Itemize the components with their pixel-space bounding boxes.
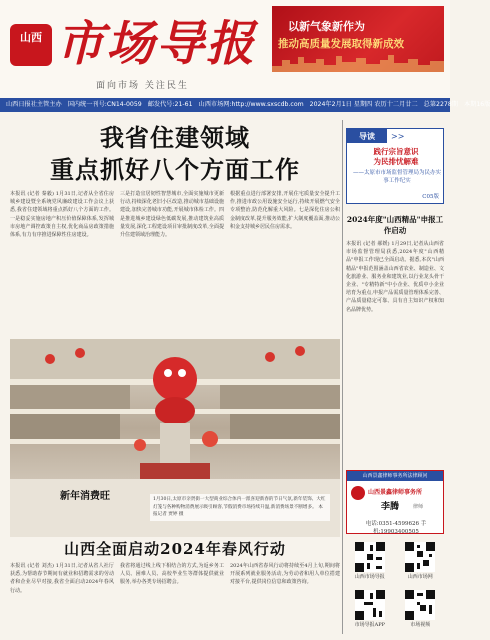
article-column-1: 本报讯 (记者 秦毅) 1月31日,记者从全省住房城乡建设暨全系统党风廉政建设工作会议上获悉,我省住建领域将重点抓好八个方面的工作。一是稳妥实施房地产积压价值保障体系,发挥城市房地产调控政策自主权,优化商品房政策措施体系,有力有序推进保障性住房建设。 [10,191,114,239]
double-chevron-icon: >> [391,132,405,141]
logo-seal: 山西 [10,24,52,66]
qr-label: 山西市场网 [407,574,433,580]
masthead [0,0,450,98]
law-firm-logo-icon [351,486,365,500]
issue-date: 2024年2月1日 星期四 农历十二月廿二 [309,101,418,108]
right-headline[interactable]: 2024年度"山西精品"申报工作启动 [346,215,444,235]
news-photo[interactable] [10,339,340,537]
photo-caption-title: 新年消费旺 [60,491,110,502]
skyline-icon [272,54,444,72]
qr-code-icon [405,590,435,620]
qr-item[interactable] [397,542,445,587]
ad-firm-name: 山西景鑫律师事务所 [368,489,423,496]
second-headline[interactable]: 山西全面启动2024年春风行动 [64,540,286,558]
lead-headline-line-1: 我省住建领域 [100,123,250,152]
website-link[interactable]: 山西市场网:http://www.sxscdb.com [198,101,304,108]
qr-code-icon [355,590,385,620]
qr-code-icon [405,542,435,572]
cn-number: 国内统一刊号:CN14-0059 [67,101,142,108]
guide-box[interactable] [346,128,444,204]
ad-phone: 电话:0351-4599626 手机:19903400505 [365,521,427,535]
guide-title-line-2: 为民排忧解难 [373,157,419,166]
issue-number: 总第2278期 [423,101,458,108]
photo-credit: 本报记者 贾婷 摄 [153,504,323,517]
slogan: 面向市场 关注民生 [96,81,189,91]
article-column-3: 根据重点进行部署安排,开展住宅质量安全提升工作,推进市政公用设施安全运行,持续开展燃气安全专项整治,防范化解重大风险。七是深化住房公积金制度改革,提升服务效能,扩大制度覆盖面,推动公积金支持城乡居民住房需求。 [230,191,340,230]
right-article-column: 本报讯 (记者 郝媛) 1月29日,记者从山西省市场监督管理局获悉,2024年度"山西精品"申报工作现已全面启动。据悉,本次"山西精品"申报范围涵盖山西省农业、制造业、文化旅游业、服务业和建筑业,以行业龙头骨干企业、"专精特新"中小企业、优质中小企业培育为重点,申报产品需质量管理体系完善、产品质量稳定可靠、具有自主知识产权和知名品牌优势。 [346,241,444,313]
newspaper-title: 市场导报 [56,16,257,72]
page-count: 本期16版 [463,101,490,108]
ad-header: 山西景鑫律师事务所法律顾问 [347,471,443,481]
lead-headline[interactable] [10,122,340,186]
qr-code-icon [355,542,385,572]
qr-item[interactable] [346,590,394,635]
ad-lawyer-role: 律师 [413,504,424,510]
qr-code-grid [346,542,444,634]
qr-label: 市场视频 [410,621,431,628]
column-divider [342,120,343,634]
header-banner-ad[interactable] [272,6,444,72]
law-firm-ad[interactable] [346,470,444,534]
banner-line-2: 推动高质量发展取得新成效 [278,38,404,50]
guide-subtitle: ——太原市市场监督管理局为民办实事工作纪实 [352,170,441,184]
banner-line-1: 以新气象新作为 [288,20,365,33]
lead-headline-line-2: 重点抓好八个方面工作 [50,155,300,184]
qr-item[interactable] [346,542,394,587]
guide-title-line-1: 践行宗旨意识 [373,147,419,156]
spring-article-column-2: 我省将通过线上线下相结合的方式,为返乡务工人员、困难人员、高校毕业生等群体提供就业服务,举办各类专场招聘会。 [120,563,224,586]
photo-caption [150,494,330,521]
sponsor-text: 山西日报社主管主办 [6,101,62,108]
qr-item[interactable] [397,590,445,635]
spring-article-column-3: 2024年山西省春风行动将持续至4月上旬,期间将开展系列就业服务活动,为劳动者和用人单位搭建对接平台,提供岗位信息和政策咨询。 [230,563,340,586]
info-bar [0,98,490,112]
guide-page-ref[interactable]: C05版 [422,194,439,200]
photo-caption-text: 1月30日,太原市亲贤街一大型商业综合体内一派喜迎新春的节日气氛,新年装饰、大红灯笼与各种购物消费展示吸引顾客,节假消费市场持续升温,新消费场景不断增多。 [153,497,326,510]
newspaper-logo [10,14,262,74]
article-column-2: 三是打造宜居韧性智慧城市,全面实施城市更新行动,持续深化老旧小区改造,推动城市基础设施建设,加快完善城市功能,开展城市体检工作。四是推进城乡建设绿色低碳发展,推动建筑业高质量发展,深化工程建设项目审批制度改革,全面提升住建领域治理能力。 [120,191,224,239]
qr-label: 山西市场导报 [354,574,385,580]
qr-label: 市场导报APP [354,621,385,628]
guide-tag: 导读 [347,129,387,143]
postal-code: 邮发代号:21-61 [147,101,193,108]
spring-article-column-1: 本报讯 (记者 刘杰) 1月31日,记者从省人社厅获悉,为帮助春节期间有就业和招聘需求的劳动者和企业尽早对接,我省全面启动2024年春风行动。 [10,563,114,594]
guide-title [347,147,445,167]
ad-lawyer-name: 李腾 [381,502,400,512]
